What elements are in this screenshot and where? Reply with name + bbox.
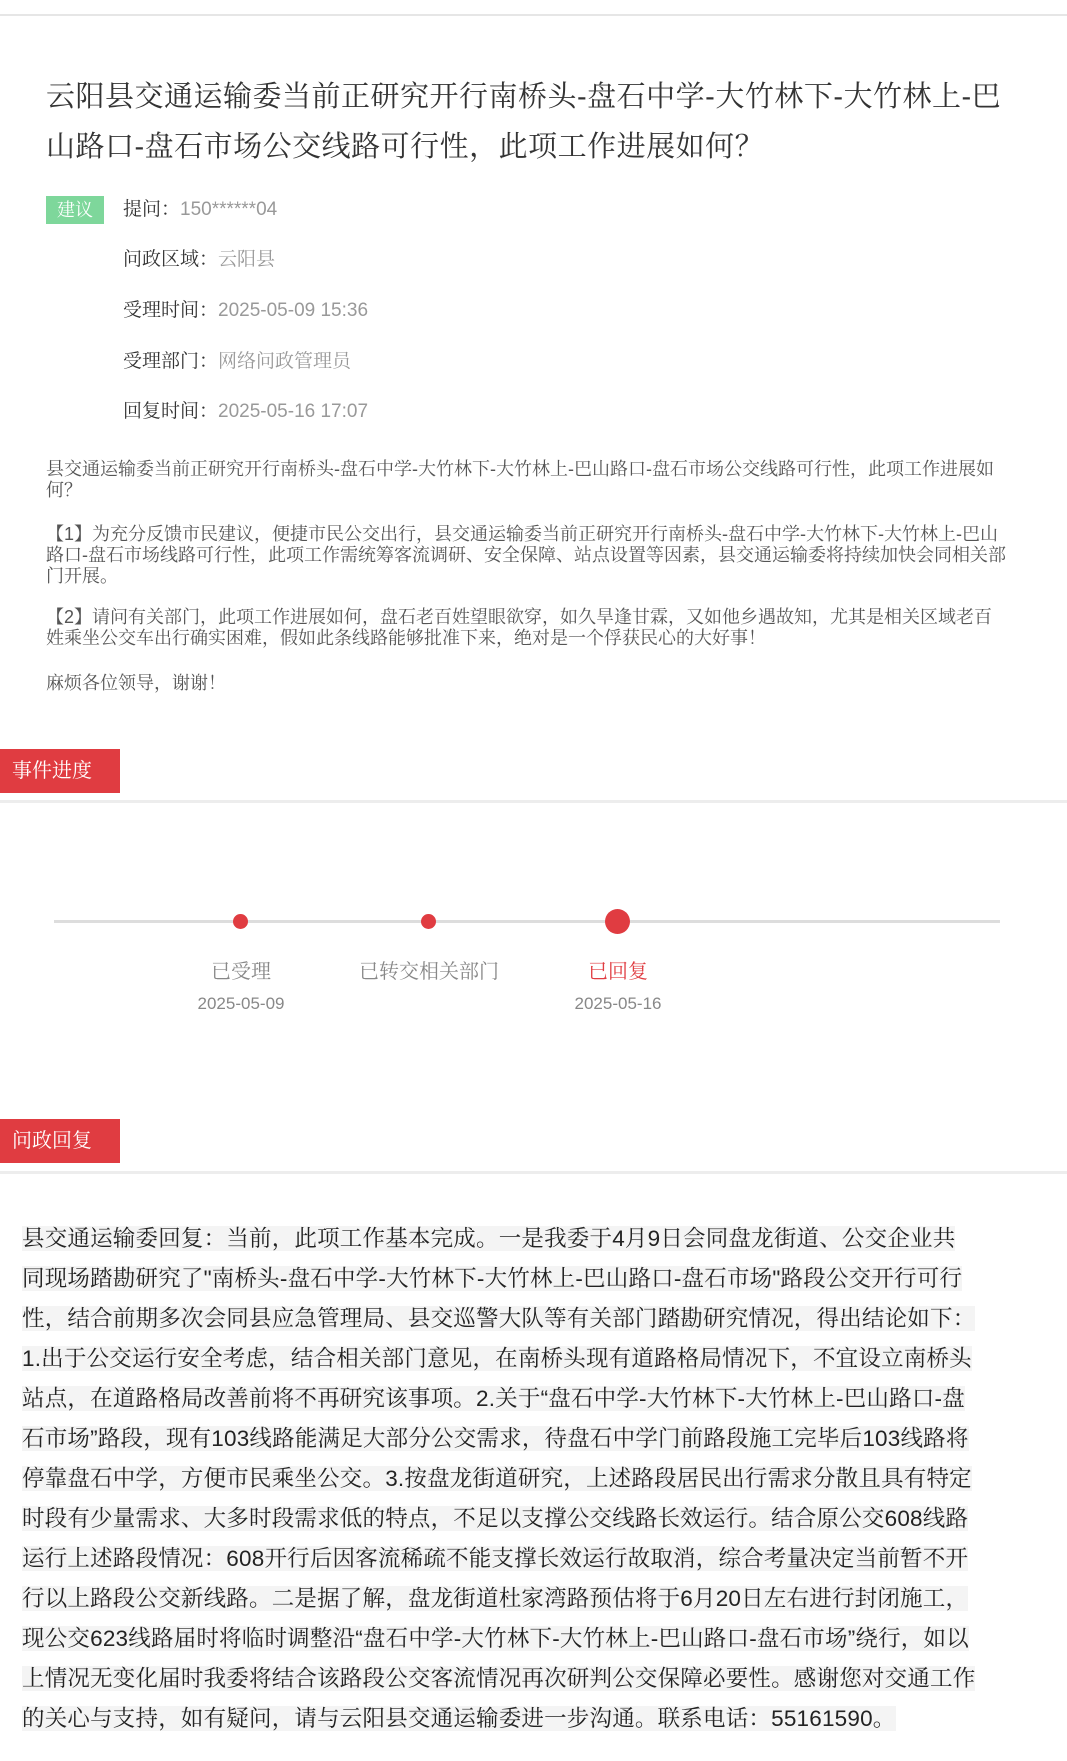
meta-accept-time [123, 297, 368, 325]
meta-label: 提问： [123, 199, 181, 220]
progress-dot-transferred [421, 914, 436, 929]
reply-line: 同现场踏勘研究了"南桥头-盘石中学-大竹林下-大竹林上-巴山路口-盘石市场"路段公交开行可行 [22, 1266, 963, 1291]
meta-value: 150******04 [180, 199, 278, 220]
reply-line: 行以上路段公交新线路。二是据了解，盘龙街道杜家湾路预估将于6月20日左右进行封闭施工， [22, 1586, 969, 1611]
meta-reply-time [123, 398, 368, 426]
meta-department [123, 348, 351, 376]
meta-value: 网络问政管理员 [218, 351, 352, 372]
reply-content [22, 1219, 1042, 1739]
progress-section-tab: 事件进度 [0, 749, 120, 793]
meta-label: 受理时间： [123, 300, 219, 321]
reply-line: 1.出于公交运行安全考虑，结合相关部门意见，在南桥头现有道路格局情况下，不宜设立南桥头 [22, 1346, 972, 1371]
step-label-accepted: 已受理 [211, 961, 271, 983]
meta-label: 回复时间： [123, 401, 219, 422]
step-label-transferred: 已转交相关部门 [359, 961, 499, 983]
reply-line: 时段有少量需求、大多时段需求低的特点，不足以支撑公交线路长效运行。结合原公交608线路 [22, 1506, 969, 1531]
meta-value: 2025-05-16 17:07 [218, 401, 369, 422]
reply-line: 性，结合前期多次会同县应急管理局、县交巡警大队等有关部门踏勘研究情况，得出结论如下： [22, 1306, 976, 1331]
step-date-accepted: 2025-05-09 [197, 994, 285, 1013]
progress-dot-replied [605, 909, 630, 934]
question-closing: 麻烦各位领导，谢谢！ [46, 673, 226, 693]
meta-value: 云阳县 [218, 249, 276, 270]
reply-line: 停靠盘石中学，方便市民乘坐公交。3.按盘龙街道研究，上述路段居民出行需求分散且具有特定 [22, 1466, 972, 1491]
reply-line: 站点，在道路格局改善前将不再研究该事项。2.关于“盘石中学-大竹林下-大竹林上-巴山路口-盘 [22, 1386, 965, 1411]
progress-dot-accepted [233, 914, 248, 929]
suggestion-tag: 建议 [46, 196, 104, 224]
top-divider [0, 14, 1067, 16]
reply-divider [0, 1171, 1067, 1174]
reply-line: 县交通运输委回复：当前，此项工作基本完成。一是我委于4月9日会同盘龙街道、公交企业共 [22, 1226, 956, 1251]
reply-line: 上情况无变化届时我委将结合该路段公交客流情况再次研判公交保障必要性。感谢您对交通工作 [22, 1666, 976, 1691]
reply-line: 的关心与支持，如有疑问，请与云阳县交通运输委进一步沟通。联系电话：55161590。 [22, 1706, 896, 1731]
progress-track [54, 920, 1000, 923]
reply-line: 运行上述路段情况：608开行后因客流稀疏不能支撑长效运行故取消，综合考量决定当前暂不开 [22, 1546, 969, 1571]
question-paragraph-1: 【1】为充分反馈市民建议，便捷市民公交出行，县交通运输委当前正研究开行南桥头-盘石中学-大竹林下-大竹林上-巴山路口-盘石市场线路可行性，此项工作需统筹客流调研、安全保障、站点设置等因素，县交通运输委将持续加快会同相关部门开展。 [46, 524, 1006, 586]
question-summary: 县交通运输委当前正研究开行南桥头-盘石中学-大竹林下-大竹林上-巴山路口-盘石市场公交线路可行性，此项工作进展如何？ [46, 459, 994, 500]
step-date-replied: 2025-05-16 [574, 994, 662, 1013]
progress-divider [0, 800, 1067, 803]
question-paragraph-2: 【2】请问有关部门，此项工作进展如何，盘石老百姓望眼欲穿，如久旱逢甘霖，又如他乡遇故知，尤其是相关区域老百姓乘坐公交车出行确实困难，假如此条线路能够批准下来，绝对是一个俘获民心的大好事！ [46, 607, 993, 648]
meta-label: 受理部门： [123, 351, 219, 372]
meta-value: 2025-05-09 15:36 [218, 300, 369, 321]
meta-region [123, 246, 275, 274]
step-label-replied: 已回复 [588, 961, 648, 983]
reply-line: 现公交623线路届时将临时调整沿“盘石中学-大竹林下-大竹林上-巴山路口-盘石市场”绕行，如以 [22, 1626, 969, 1651]
reply-line: 石市场”路段，现有103线路能满足大部分公交需求，待盘石中学门前路段施工完毕后103线路将 [22, 1426, 969, 1451]
meta-label: 问政区域： [123, 249, 219, 270]
question-title: 云阳县交通运输委当前正研究开行南桥头-盘石中学-大竹林下-大竹林上-巴山路口-盘石市场公交线路可行性，此项工作进展如何？ [46, 81, 1002, 163]
meta-asker [123, 196, 277, 224]
reply-section-tab: 问政回复 [0, 1119, 120, 1163]
